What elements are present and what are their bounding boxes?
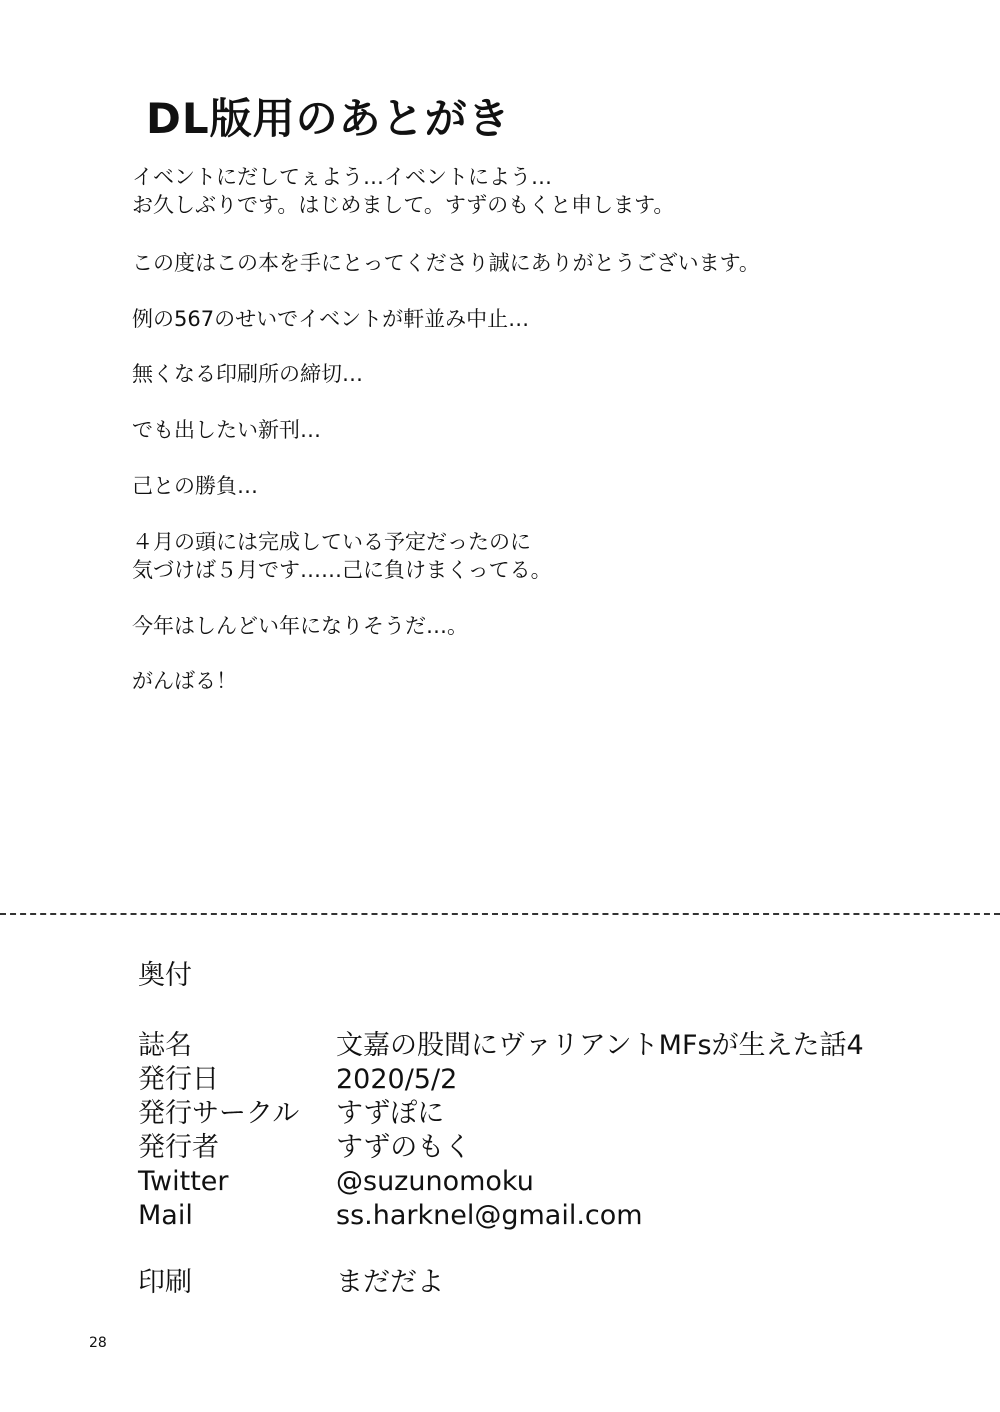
paragraph-line: がんばる！ xyxy=(132,669,237,693)
paragraph-line: ４月の頭には完成している予定だったのに xyxy=(132,530,531,554)
colophon-label: 印刷 xyxy=(138,1267,192,1298)
afterword-paragraph xyxy=(132,528,552,584)
colophon-label: 発行サークル xyxy=(138,1098,300,1129)
paragraph-line: イベントにだしてぇよう…イベントによう… xyxy=(132,165,552,189)
colophon-value: すずぽに xyxy=(336,1098,445,1129)
paragraph-line: この度はこの本を手にとってくださり誠にありがとうございます。 xyxy=(132,251,760,275)
colophon-value: ss.harknel@gmail.com xyxy=(336,1200,643,1231)
paragraph-line: でも出したい新刊… xyxy=(132,418,321,442)
afterword-paragraph xyxy=(132,612,468,640)
colophon-label: Mail xyxy=(138,1200,193,1231)
page-number: 28 xyxy=(89,1335,107,1351)
afterword-paragraph xyxy=(132,472,258,500)
colophon-value: 2020/5/2 xyxy=(336,1064,458,1095)
paragraph-line: 無くなる印刷所の締切… xyxy=(132,362,363,386)
paragraph-line: 例の567のせいでイベントが軒並み中止… xyxy=(132,307,530,331)
paragraph-line: 今年はしんどい年になりそうだ…。 xyxy=(132,614,468,638)
colophon-value: まだだよ xyxy=(336,1267,444,1298)
colophon-value: すずのもく xyxy=(336,1132,472,1163)
colophon-label: Twitter xyxy=(138,1166,229,1197)
afterword-paragraph xyxy=(132,416,321,444)
colophon-label: 誌名 xyxy=(138,1030,192,1061)
afterword-paragraph xyxy=(132,305,529,333)
afterword-title: DL版用のあとがき xyxy=(146,94,511,143)
afterword-paragraph xyxy=(132,249,760,277)
afterword-paragraph xyxy=(132,163,674,219)
paragraph-line: 己との勝負… xyxy=(132,474,258,498)
colophon-label: 発行者 xyxy=(138,1132,219,1163)
paragraph-line: 気づけば５月です……己に負けまくってる。 xyxy=(132,558,552,582)
colophon-value: @suzunomoku xyxy=(336,1166,534,1197)
afterword-paragraph xyxy=(132,667,237,695)
dashed-divider xyxy=(0,913,1000,915)
colophon-heading: 奥付 xyxy=(138,960,192,991)
paragraph-line: お久しぶりです。はじめまして。すずのもくと申します。 xyxy=(132,193,675,217)
afterword-paragraph xyxy=(132,360,363,388)
colophon-value: 文嘉の股間にヴァリアントMFsが生えた話4 xyxy=(336,1030,864,1061)
colophon-label: 発行日 xyxy=(138,1064,219,1095)
